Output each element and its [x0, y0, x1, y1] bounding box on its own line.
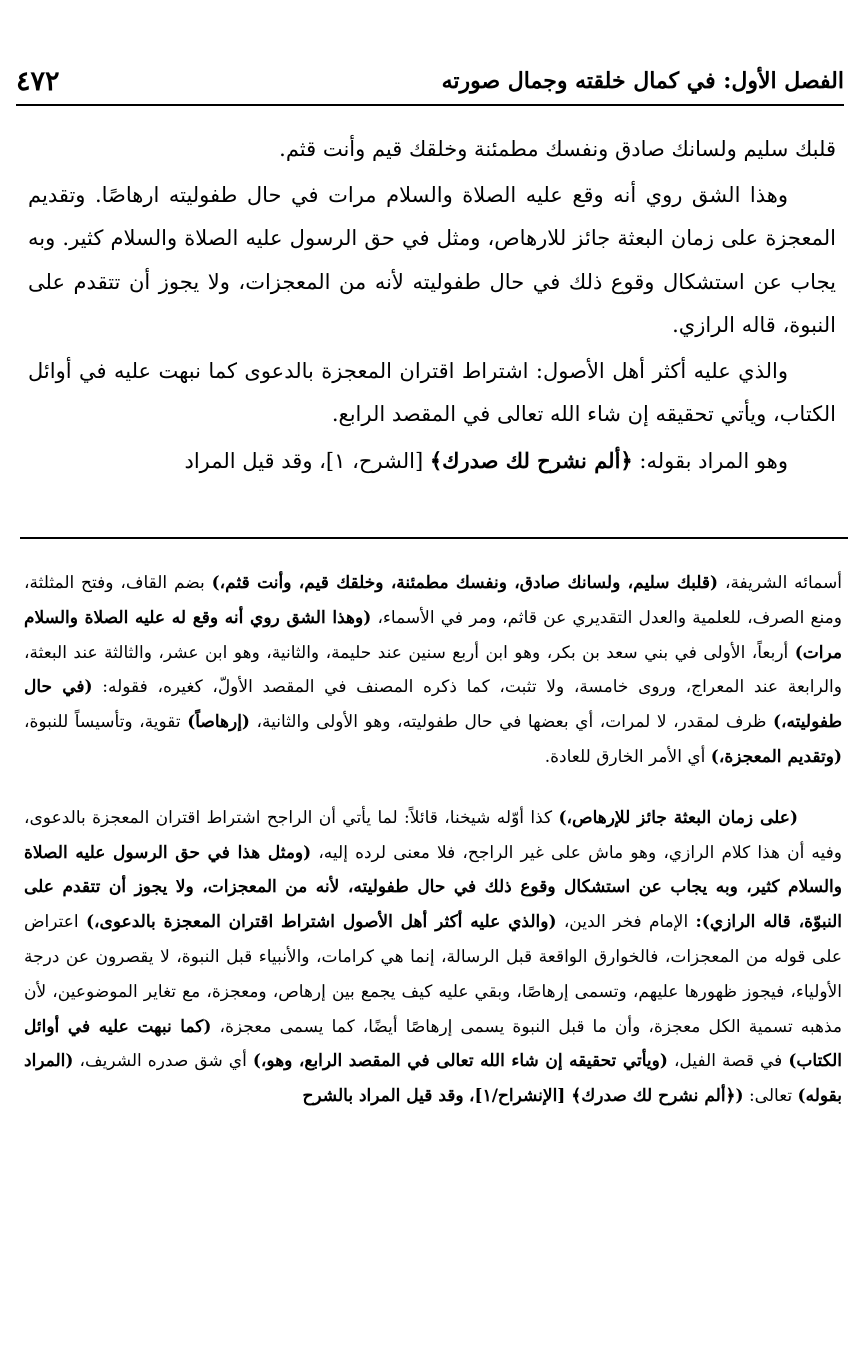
commentary-text: تقوية، وتأسيساً للنبوة،	[24, 712, 188, 733]
commentary-text: أربعاً، الأولى في بني سعد بن بكر، وهو ابن أربع سنين عند حليمة، والثانية، وهو ابن عشر، والثالثة عند البعثة، والرابعة عند المعراج، وروى خامسة، ولا تثبت، كما ذكره المصنف في المقصد الأولّ، كغيره، فقوله:	[24, 642, 842, 698]
commentary-paragraph	[24, 801, 842, 1114]
commentary-text: أي الأمر الخارق للعادة.	[544, 746, 711, 767]
commentary-paragraph	[24, 566, 842, 775]
main-text	[28, 128, 836, 485]
main-text-span: وهو المراد بقوله:	[632, 448, 788, 473]
commentary-quote: (ومثل هذا في حق الرسول عليه الصلاة والسلام كثير، وبه يجاب عن استشكال وقوع ذلك في حال طفوليته، لأنه من المعجزات، ولا يجوز أن تتقدم على النبوّة، قاله الرازي):	[24, 842, 842, 933]
commentary-text: كذا أوّله شيخنا، قائلاً: لما يأتي أن الراجح اشتراط اقتران المعجزة بالدعوى، وفيه أن هذا كلام الرازي، وهو ماش على غير الراجح، فلا معنى لرده إليه،	[24, 807, 842, 863]
commentary-text: اعتراض على قوله من المعجزات، فالخوارق الواقعة قبل الرسالة، إنما هي كرامات، والأنبياء قبل النبوة، لا يقصرون عن درجة الأولياء، فيجوز ظهورها عليهم، وتسمى إرهاصًا، وبقي عليه كيف يجمع بين إرهاص، ومعجزة، مع تغاير الموضوعين، لأن مذهبه تسمية الكل معجزة، وأن ما قبل النبوة يسمى إرهاصًا أيضًا، كما يسمى معجزة،	[24, 912, 842, 1037]
commentary-quote: (وهذا الشق روي أنه وقع له عليه الصلاة والسلام مرات)	[24, 607, 842, 663]
commentary-quote: (والذي عليه أكثر أهل الأصول اشتراط اقتران المعجزة بالدعوى،)	[85, 912, 557, 933]
commentary-quote: (وتقديم المعجزة،)	[710, 746, 842, 767]
main-paragraph: والذي عليه أكثر أهل الأصول: اشتراط اقتران المعجزة بالدعوى كما نبهت عليه في أوائل الكتاب، ويأتي تحقيقه إن شاء الله تعالى في المقصد الرابع.	[28, 358, 836, 426]
quran-verse: ﴿ألم نشرح لك صدرك﴾	[429, 447, 633, 473]
commentary-text: الإمام فخر الدين،	[556, 912, 696, 933]
commentary-text: بضم القاف، وفتح المثلثة، ومنع الصرف، للعلمية والعدل التقديري عن قاثم، ومر في الأسماء،	[24, 573, 842, 628]
commentary-quote: (ويأتي تحقيقه إن شاء الله تعالى في المقصد الرابع، وهو،)	[252, 1051, 668, 1072]
commentary-text: تعالى:	[743, 1086, 798, 1107]
commentary-text: في قصة الفيل،	[667, 1051, 789, 1072]
commentary-quote: (على زمان البعثة جائز للإرهاص،)	[558, 807, 798, 828]
commentary-text: ظرف لمقدر، لا لمرات، أي بعضها في حال طفوليته، وهو الأولى والثانية،	[249, 712, 773, 733]
chapter-title: الفصل الأول: في كمال خلقته وجمال صورته	[441, 68, 844, 94]
commentary-quote: (قلبك سليم، ولسانك صادق، ونفسك مطمئنة، وخلقك قيم، وأنت قثم،)	[211, 573, 719, 593]
main-paragraph: وهذا الشق روي أنه وقع عليه الصلاة والسلام مرات في حال طفوليته ارهاصًا. وتقديم المعجزة على زمان البعثة جائز للارهاص، ومثل في حق الرسول عليه الصلاة والسلام كثير. وبه يجاب عن استشكال وقوع ذلك في حال طفوليته لأنه من المعجزات، ولا يجوز أن تتقدم على النبوة، قاله الرازي.	[28, 182, 836, 337]
main-paragraph: قلبك سليم ولسانك صادق ونفسك مطمئنة وخلقك قيم وأنت قثم.	[279, 137, 836, 161]
commentary-text: أسمائه الشريفة،	[718, 573, 842, 593]
commentary-quote: (في حال طفوليته،)	[24, 677, 842, 733]
commentary-quote: (المراد بقوله)	[24, 1051, 842, 1107]
main-paragraph	[28, 439, 836, 484]
page-number: ٤٧٢	[16, 65, 60, 97]
commentary-section	[24, 566, 842, 1114]
commentary-text: أي شق صدره الشريف،	[73, 1051, 253, 1072]
commentary-quote: (كما نبهت عليه في أوائل الكتاب)	[24, 1016, 843, 1072]
main-text-span: [الشرح، ١]، وقد قيل المراد	[184, 448, 430, 473]
footnote-divider	[20, 537, 848, 539]
commentary-quote: (﴿ألم نشرح لك صدرك﴾ [الإنشراح/١]،	[469, 1086, 744, 1107]
commentary-quote: (إرهاصاً)	[187, 712, 250, 733]
page-header	[16, 58, 844, 106]
commentary-quote: وقد قيل المراد بالشرح	[302, 1086, 464, 1107]
